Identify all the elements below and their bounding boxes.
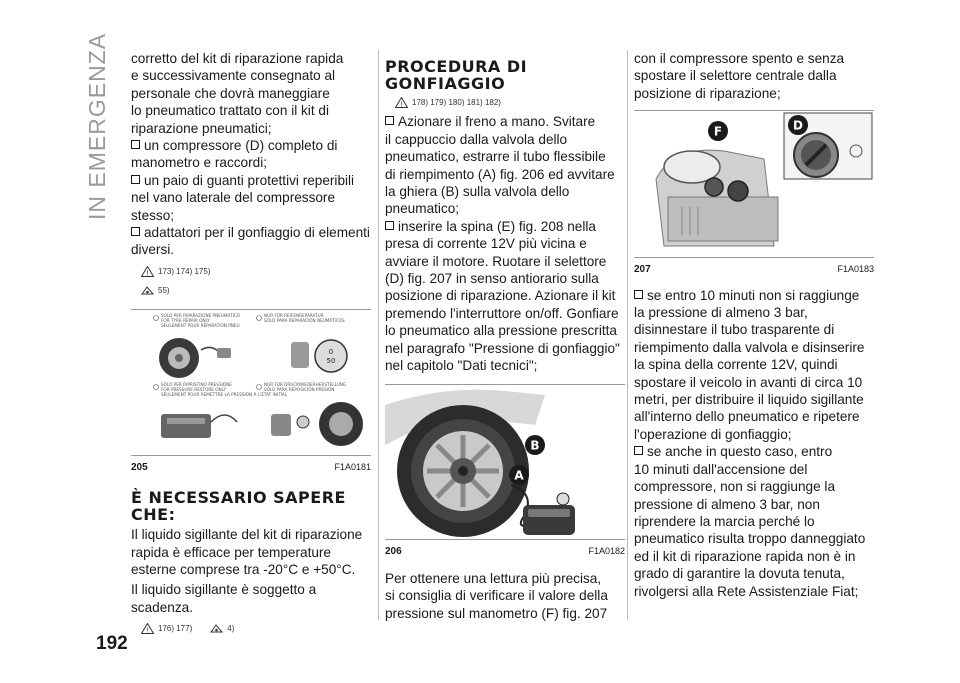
svg-text:SOLO PER RIPARAZIONE PNEUMATIC: SOLO PER RIPARAZIONE PNEUMATICO [161, 312, 241, 318]
bullet-item: se entro 10 minuti non si raggiunge la pressione di almeno 3 bar, disinnestare il tubo trasparente di riempimento dalla valvola e disinserire la spina della corrente 12V, quindi spostare il veicolo in avanti di circa 10 metri, per distribuire il liquido sigillante all'interno dello pneumatico e ripetere l'operazione di gonfiaggio; [634, 287, 865, 442]
column-3 [634, 50, 874, 600]
note-icon [141, 285, 154, 296]
column-divider [378, 50, 379, 620]
callout-f: F [713, 124, 723, 139]
checkbox-bullet-icon [385, 116, 394, 125]
figure-caption [385, 543, 625, 560]
warning-refs: ! 173) 174) 175) [141, 263, 371, 280]
bullet-item: adattatori per il gonfiaggio di elementi diversi. [131, 225, 370, 258]
section-heading: È NECESSARIO SAPERE CHE: [131, 488, 346, 525]
svg-text:NUR FÜR REIFENREPARATUR: NUR FÜR REIFENREPARATUR [264, 312, 324, 318]
note-refs: 55) [141, 282, 371, 299]
checkbox-bullet-icon [131, 227, 140, 236]
section-title: IN EMERGENZA [84, 32, 110, 220]
page-number: 192 [96, 633, 128, 654]
callout-a: A [514, 468, 524, 482]
figure-205 [131, 309, 371, 456]
warning-triangle-icon [395, 97, 408, 108]
svg-text:0: 0 [328, 347, 334, 356]
svg-text:!: ! [400, 100, 403, 109]
column-1 [131, 50, 371, 640]
checkbox-bullet-icon [634, 290, 643, 299]
column-2 [385, 50, 625, 622]
svg-text:SÓLO PARA REPOSICIÓN PRESIÓN: SÓLO PARA REPOSICIÓN PRESIÓN [264, 386, 335, 392]
paragraph: Il liquido sigillante è soggetto a scadenza. [131, 582, 317, 615]
paragraph: Il liquido sigillante del kit di riparazione rapida è efficace per temperature esterne comprese tra -20°C e +50°C. [131, 527, 363, 577]
bullet-item: un compressore (D) completo di manometro e raccordi; [131, 138, 338, 171]
figure-number: 205 [131, 461, 148, 473]
sealant-kit-labels-illustration [131, 310, 371, 455]
column-divider [627, 50, 628, 620]
svg-text:FOR PRESSURE RESTORE ONLY: FOR PRESSURE RESTORE ONLY [161, 386, 227, 392]
warning-triangle-icon [141, 266, 154, 277]
bullet-item: Azionare il freno a mano. Svitare il cappuccio dalla valvola dello pneumatico, estrarre il tubo flessibile di riempimento (A) fig. 206 ed avvitare la ghiera (B) sulla valvola dello pneumatico; [385, 114, 615, 217]
bullet-item: se anche in questo caso, entro 10 minuti dall'accensione del compressore, non si raggiunge la pressione di almeno 3 bar, non riprendere la marcia perché lo pneumatico risulta troppo danneggiato ed il kit di riparazione rapida non è in grado di garantire la dovuta tenuta, rivolgersi alla Rete Assistenziale Fiat; [634, 444, 866, 599]
svg-text:50: 50 [326, 356, 336, 365]
svg-text:SEULEMENT POUR RÉPARATION PNEU: SEULEMENT POUR RÉPARATION PNEU [161, 322, 240, 328]
svg-text:!: ! [146, 269, 149, 278]
continuation-lines: con il compressore spento e senza spostare il selettore centrale dalla posizione di riparazione; [634, 51, 845, 101]
svg-text:SOLO PARA REPARACIÓN NEUMÁTICO: SOLO PARA REPARACIÓN NEUMÁTICOS [264, 317, 345, 323]
section-side-tab [84, 32, 110, 220]
checkbox-bullet-icon [131, 175, 140, 184]
tyre-inflation-illustration [385, 385, 625, 539]
svg-text:SEULEMENT POUR REMETTRE LA PRE: SEULEMENT POUR REMETTRE LA PRESSION À L'ÉTAT INITIAL [161, 391, 288, 397]
svg-text:!: ! [146, 626, 149, 635]
checkbox-bullet-icon [131, 140, 140, 149]
callout-b: B [530, 438, 540, 452]
warning-refs: ! 176) 177) 4) [141, 620, 371, 637]
warning-refs: ! 178) 179) 180) 181) 182) [395, 94, 625, 111]
bullet-item: inserire la spina (E) fig. 208 nella presa di corrente 12V più vicina e avviare il motore. Ruotare il selettore (D) fig. 207 in senso antiorario sulla posizione di riparazione. Azionare il kit premendo l'interruttore on/off. Gonfiare lo pneumatico alla pressione prescritta nel paragrafo "Pressione di gonfiaggio" nel capitolo "Dati tecnici"; [385, 218, 620, 374]
checkbox-bullet-icon [634, 446, 643, 455]
paragraph: Per ottenere una lettura più precisa, si consiglia di verificare il valore della pressione sul manometro (F) fig. 207 [385, 570, 608, 621]
svg-text:NUR FÜR DRUCKWIEDERHERSTELLUNG: NUR FÜR DRUCKWIEDERHERSTELLUNG [264, 381, 347, 387]
checkbox-bullet-icon [385, 221, 394, 230]
figure-caption [634, 261, 874, 278]
intro-lines: corretto del kit di riparazione rapida e successivamente consegnato al personale che dovrà maneggiare lo pneumatico trattato con il kit di riparazione pneumatici; [131, 51, 344, 136]
note-icon [210, 623, 223, 634]
figure-caption [131, 459, 371, 476]
callout-d: D [793, 118, 803, 133]
figure-207 [634, 110, 874, 258]
figure-code: F1A0182 [588, 545, 625, 556]
figure-number: 206 [385, 545, 402, 557]
figure-code: F1A0181 [334, 461, 371, 472]
section-heading: PROCEDURA DI GONFIAGGIO [385, 57, 528, 93]
bullet-item: un paio di guanti protettivi reperibili nel vano laterale del compressore stesso; [131, 172, 355, 223]
warning-triangle-icon [141, 623, 154, 634]
svg-text:FOR TYRE REPAIR ONLY: FOR TYRE REPAIR ONLY [161, 317, 210, 323]
figure-code: F1A0183 [837, 264, 874, 275]
figure-206 [385, 384, 625, 540]
figure-number: 207 [634, 264, 651, 276]
compressor-gauge-illustration [634, 111, 874, 257]
svg-text:SOLO PER RIPRISTINO PRESSIONE: SOLO PER RIPRISTINO PRESSIONE [161, 381, 232, 387]
